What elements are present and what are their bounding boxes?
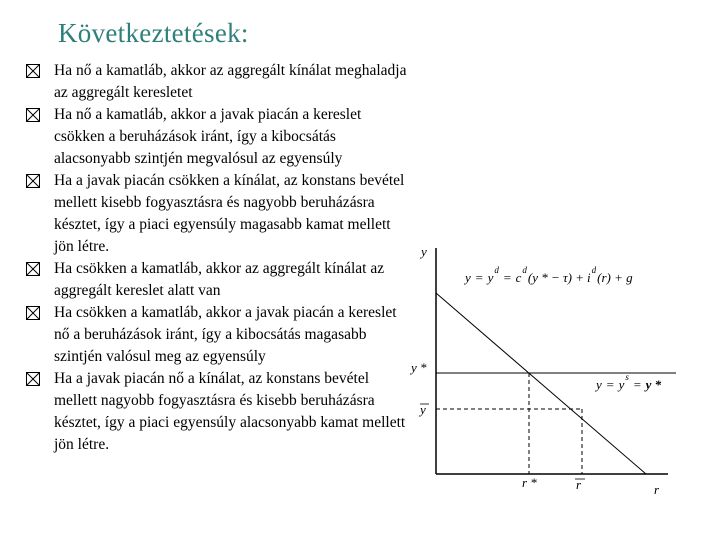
svg-text:y=ys=y *: $y = y^s = y$ * — [596, 372, 662, 392]
bullet-text: Ha nő a kamatláb, akkor az aggregált kínálat meghaladja az aggregált keresletet — [54, 62, 407, 101]
bullet-text: Ha a javak piacán csökken a kínálat, az konstans bevétel mellett kisebb fogyasztásra és nagyobb beruházásra késztet, így a piaci egyensúly magasabb kamat mellett jön létre. — [54, 172, 405, 255]
bullet-text: Ha csökken a kamatláb, akkor a javak piacán a kereslet nő a beruházások iránt, így a kibocsátás magasabb szintjén valósul meg az egyensúly — [54, 304, 397, 365]
supply-equation — [594, 372, 662, 392]
r-bar-tick: r — [576, 477, 582, 492]
x-axis-label: r — [654, 482, 660, 497]
y-star-tick: y * — [411, 360, 427, 375]
bullet-text: Ha a javak piacán nő a kínálat, az konstans bevétel mellett nagyobb fogyasztásra és kisebb beruházásra késztet, így a piaci egyensúly alacsonyabb kamat mellett jön létre. — [54, 370, 406, 453]
svg-text:y=yd=cd(y * − τ) +id(r) + g: $y = y^d = c^d(y$ * − $\tau) + i^d(r) + g$ — [465, 265, 633, 285]
bullet-text: Ha csökken a kamatláb, akkor az aggregált kínálat az aggregált kereslet alatt van — [54, 260, 385, 299]
demand-equation — [463, 265, 633, 285]
y-bar-tick: y — [420, 402, 426, 417]
y-axis-label: y — [421, 244, 427, 259]
page-title: Következtetések: — [58, 18, 249, 48]
r-star-tick: r * — [522, 475, 537, 490]
bullet-text: Ha nő a kamatláb, akkor a javak piacán a kereslet csökken a beruházások iránt, így a kibocsátás alacsonyabb szintjén megvalósul az egyensúly — [54, 106, 362, 167]
